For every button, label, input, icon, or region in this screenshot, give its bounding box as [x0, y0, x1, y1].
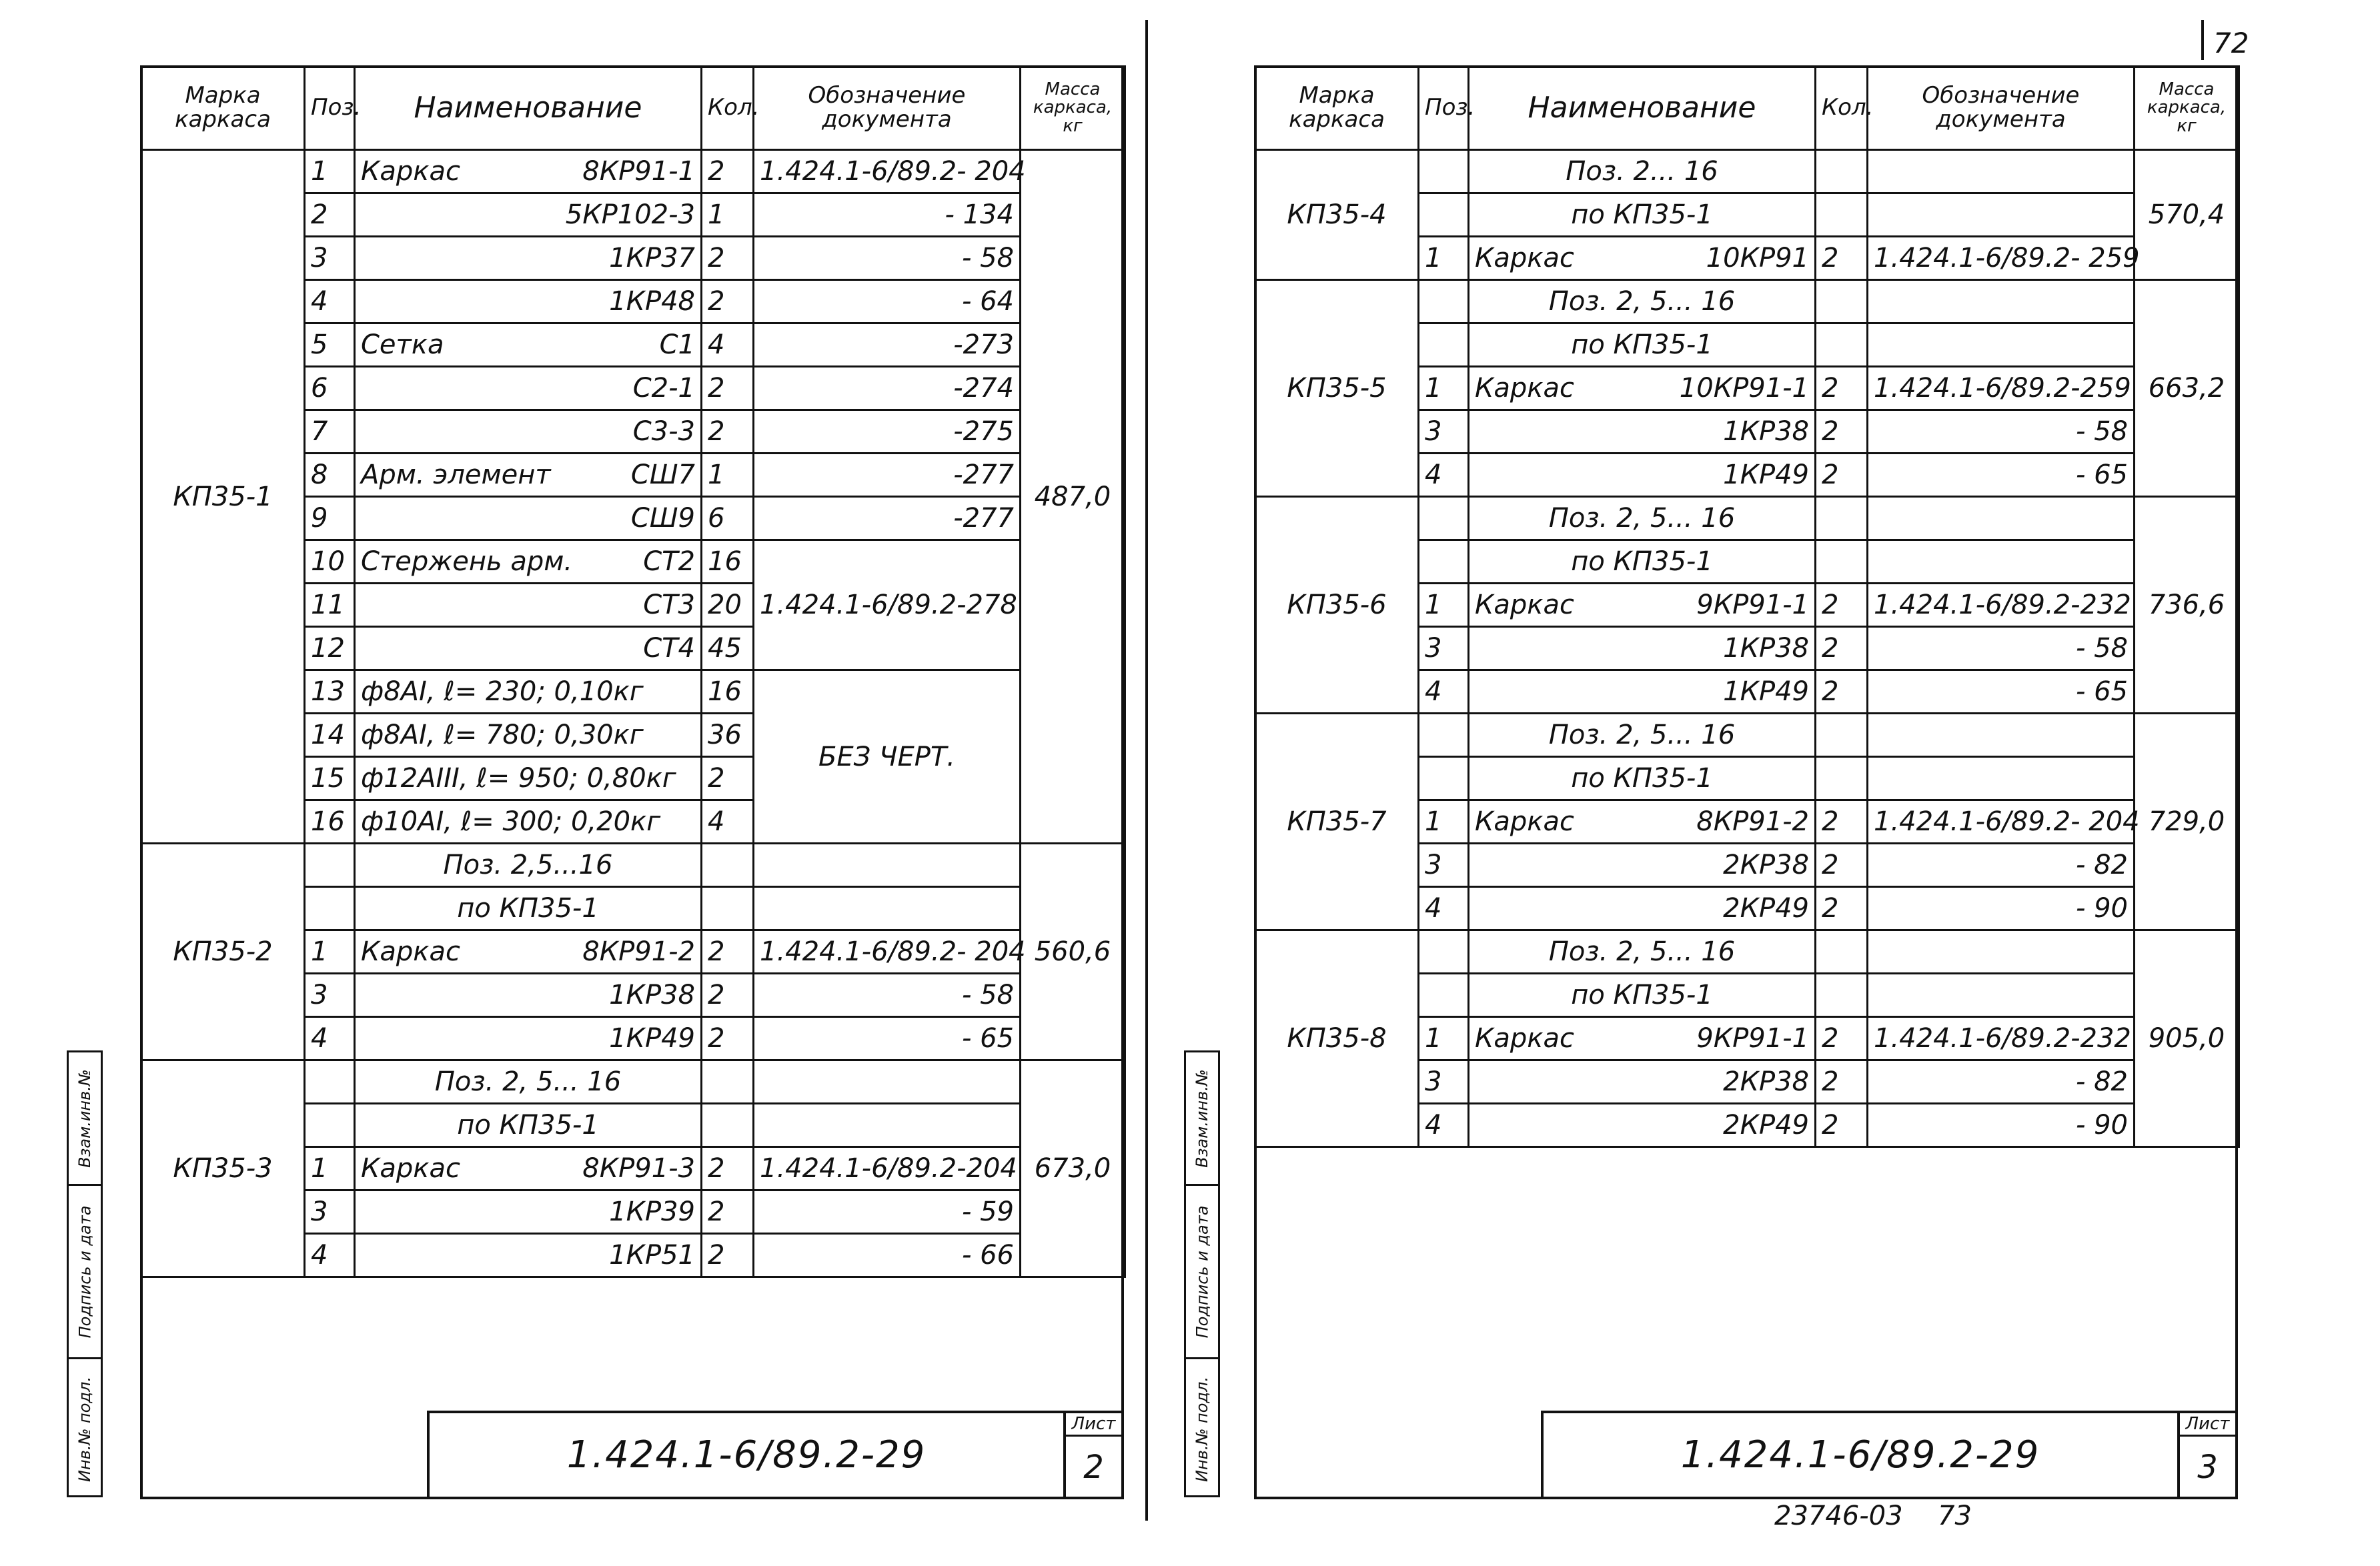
position-cell	[305, 887, 355, 930]
position-cell: 10	[305, 540, 355, 584]
quantity-cell: 2	[702, 280, 754, 323]
header-row	[1255, 67, 2239, 150]
item-code: СТ4	[643, 633, 695, 664]
item-code: 1КР38	[1723, 633, 1809, 664]
corner-number: 72	[2213, 27, 2249, 59]
name-cell: Поз. 2,5...16	[355, 844, 702, 887]
name-cell: по КП35-1	[355, 1104, 702, 1147]
quantity-cell: 2	[1816, 1060, 1868, 1104]
item-code: 1КР49	[1723, 676, 1809, 707]
header-pos: Поз.	[1419, 67, 1469, 150]
item-code: 10КР91	[1706, 243, 1809, 273]
document-cell	[754, 887, 1021, 930]
position-cell	[305, 844, 355, 887]
document-cell	[1868, 714, 2135, 757]
document-cell	[754, 1104, 1021, 1147]
name-cell: Поз. 2, 5... 16	[1469, 714, 1816, 757]
header-name: Наименование	[355, 67, 702, 150]
position-cell: 5	[305, 323, 355, 367]
name-cell	[355, 540, 702, 584]
name-cell: Поз. 2... 16	[1469, 150, 1816, 193]
table-row	[1255, 497, 2239, 540]
item-name: Каркас	[1475, 590, 1574, 620]
left-side-strip	[67, 1050, 103, 1497]
position-cell	[1419, 974, 1469, 1017]
frame-mark-cell: КП35-7	[1255, 714, 1419, 930]
position-cell: 1	[305, 930, 355, 974]
table-row	[141, 150, 1125, 193]
right-side-strip	[1184, 1050, 1220, 1497]
item-code: 1КР39	[609, 1197, 695, 1227]
name-cell	[355, 410, 702, 454]
position-cell: 7	[305, 410, 355, 454]
document-cell	[1868, 930, 2135, 974]
document-cell: - 59	[754, 1191, 1021, 1234]
item-code: 9КР91-1	[1696, 1023, 1809, 1054]
name-cell: по КП35-1	[1469, 193, 1816, 237]
name-cell: ф8АI, ℓ= 780; 0,30кг	[355, 714, 702, 757]
item-name: Каркас	[1475, 243, 1574, 273]
frame-mark-cell: КП35-3	[141, 1060, 305, 1277]
frame-mark-cell: КП35-2	[141, 844, 305, 1060]
item-code: СШ9	[630, 503, 695, 534]
document-cell: 1.424.1-6/89.2-204	[754, 1147, 1021, 1191]
name-cell	[1469, 454, 1816, 497]
item-code: 10КР91-1	[1679, 373, 1809, 404]
position-cell	[1419, 193, 1469, 237]
quantity-cell	[702, 1104, 754, 1147]
header-mass: Масса каркаса, кг	[2135, 67, 2239, 150]
document-cell: БЕЗ ЧЕРТ.	[754, 670, 1021, 844]
item-code: 8КР91-1	[582, 156, 695, 187]
position-cell: 16	[305, 800, 355, 844]
quantity-cell	[1816, 930, 1868, 974]
name-cell	[1469, 670, 1816, 714]
quantity-cell: 2	[1816, 584, 1868, 627]
position-cell: 1	[305, 150, 355, 193]
name-cell	[355, 280, 702, 323]
item-code: 1КР38	[1723, 416, 1809, 447]
quantity-cell: 36	[702, 714, 754, 757]
item-name: Каркас	[361, 1153, 460, 1184]
left-stamp-code: 1.424.1-6/89.2-29	[566, 1433, 927, 1477]
name-cell	[355, 454, 702, 497]
header-row	[141, 67, 1125, 150]
frame-mark-cell: КП35-6	[1255, 497, 1419, 714]
quantity-cell: 2	[1816, 367, 1868, 410]
document-cell: - 82	[1868, 844, 2135, 887]
right-title-block	[1541, 1411, 2238, 1499]
position-cell: 3	[305, 974, 355, 1017]
name-cell	[355, 497, 702, 540]
document-cell: - 90	[1868, 1104, 2135, 1147]
name-cell	[1469, 367, 1816, 410]
corner-mark	[2201, 20, 2204, 60]
quantity-cell: 4	[702, 800, 754, 844]
item-code: С1	[659, 329, 695, 360]
quantity-cell: 1	[702, 193, 754, 237]
item-name: Стержень арм.	[361, 546, 573, 577]
right-sheet-label: Лист	[2180, 1413, 2235, 1437]
frame-mark-cell: КП35-1	[141, 150, 305, 844]
item-code: 5КР102-3	[565, 199, 695, 230]
name-cell	[355, 237, 702, 280]
item-name: Арм. элемент	[361, 460, 551, 490]
position-cell: 3	[305, 237, 355, 280]
frame-mark-cell: КП35-8	[1255, 930, 1419, 1147]
document-cell: - 65	[1868, 454, 2135, 497]
document-cell: -277	[754, 454, 1021, 497]
position-cell: 15	[305, 757, 355, 800]
name-cell	[1469, 1060, 1816, 1104]
document-cell	[1868, 540, 2135, 584]
item-code: 1КР49	[1723, 460, 1809, 490]
right-stamp-sheet	[2177, 1413, 2235, 1497]
item-code: 1КР38	[609, 980, 695, 1010]
position-cell	[1419, 540, 1469, 584]
side-cell-podpis: Подпись и дата	[69, 1186, 101, 1359]
name-cell	[1469, 584, 1816, 627]
left-sheet-number: 2	[1083, 1448, 1104, 1486]
position-cell	[305, 1060, 355, 1104]
quantity-cell	[702, 1060, 754, 1104]
position-cell: 3	[305, 1191, 355, 1234]
name-cell: по КП35-1	[1469, 757, 1816, 800]
header-qty: Кол.	[1816, 67, 1868, 150]
name-cell	[355, 193, 702, 237]
document-cell: - 134	[754, 193, 1021, 237]
quantity-cell: 2	[1816, 800, 1868, 844]
position-cell	[1419, 150, 1469, 193]
document-cell	[1868, 280, 2135, 323]
frame-mass-cell: 560,6	[1021, 844, 1125, 1060]
quantity-cell: 2	[702, 1191, 754, 1234]
right-stamp-code: 1.424.1-6/89.2-29	[1680, 1433, 2040, 1477]
name-cell	[355, 150, 702, 193]
quantity-cell	[1816, 497, 1868, 540]
frame-mass-cell: 663,2	[2135, 280, 2239, 497]
document-cell	[754, 844, 1021, 887]
position-cell: 1	[1419, 800, 1469, 844]
item-code: 1КР51	[609, 1240, 695, 1271]
quantity-cell: 2	[1816, 454, 1868, 497]
position-cell: 9	[305, 497, 355, 540]
name-cell: Поз. 2, 5... 16	[355, 1060, 702, 1104]
header-mass: Масса каркаса, кг	[1021, 67, 1125, 150]
position-cell: 11	[305, 584, 355, 627]
document-cell: 1.424.1-6/89.2-259	[1868, 367, 2135, 410]
quantity-cell: 2	[702, 410, 754, 454]
frame-mass-cell: 673,0	[1021, 1060, 1125, 1277]
item-code: 8КР91-2	[582, 936, 695, 967]
document-cell: -273	[754, 323, 1021, 367]
position-cell	[1419, 323, 1469, 367]
quantity-cell: 2	[1816, 844, 1868, 887]
position-cell: 1	[1419, 237, 1469, 280]
right-spec-table	[1254, 65, 2240, 1148]
name-cell: Поз. 2, 5... 16	[1469, 497, 1816, 540]
name-cell	[1469, 887, 1816, 930]
quantity-cell: 1	[702, 454, 754, 497]
item-code: 1КР49	[609, 1023, 695, 1054]
name-cell: по КП35-1	[1469, 974, 1816, 1017]
position-cell: 4	[305, 280, 355, 323]
position-cell: 3	[1419, 410, 1469, 454]
item-code: 2КР38	[1723, 850, 1809, 880]
quantity-cell: 2	[702, 1017, 754, 1060]
item-code: СШ7	[630, 460, 695, 490]
document-cell: 1.424.1-6/89.2- 204	[754, 150, 1021, 193]
frame-mark-cell: КП35-4	[1255, 150, 1419, 280]
quantity-cell: 2	[702, 1234, 754, 1277]
frame-mass-cell: 905,0	[2135, 930, 2239, 1147]
name-cell: ф12АIII, ℓ= 950; 0,80кг	[355, 757, 702, 800]
quantity-cell: 2	[1816, 670, 1868, 714]
quantity-cell	[702, 844, 754, 887]
footer-archive: 23746-03	[1774, 1501, 1903, 1531]
header-mark: Марка каркаса	[141, 67, 305, 150]
footer-page: 73	[1938, 1501, 1972, 1531]
name-cell	[355, 323, 702, 367]
quantity-cell: 16	[702, 670, 754, 714]
position-cell: 1	[305, 1147, 355, 1191]
document-cell: 1.424.1-6/89.2-232	[1868, 1017, 2135, 1060]
name-cell	[355, 1191, 702, 1234]
position-cell: 4	[1419, 887, 1469, 930]
item-code: С2-1	[632, 373, 695, 404]
document-cell: -275	[754, 410, 1021, 454]
item-code: 1КР37	[609, 243, 695, 273]
quantity-cell	[1816, 540, 1868, 584]
name-cell	[355, 930, 702, 974]
quantity-cell: 2	[702, 1147, 754, 1191]
quantity-cell: 2	[1816, 887, 1868, 930]
item-code: 8КР91-2	[1696, 806, 1809, 837]
name-cell	[1469, 237, 1816, 280]
table-row	[141, 844, 1125, 887]
name-cell	[355, 1147, 702, 1191]
left-title-block	[427, 1411, 1124, 1499]
document-cell: - 58	[1868, 410, 2135, 454]
position-cell	[1419, 930, 1469, 974]
quantity-cell: 2	[1816, 410, 1868, 454]
name-cell: по КП35-1	[1469, 540, 1816, 584]
table-row	[1255, 930, 2239, 974]
document-cell: - 65	[754, 1017, 1021, 1060]
document-cell: -277	[754, 497, 1021, 540]
item-code: 8КР91-3	[582, 1153, 695, 1184]
item-code: 9КР91-1	[1696, 590, 1809, 620]
table-row	[1255, 150, 2239, 193]
item-name: Каркас	[361, 156, 460, 187]
position-cell: 1	[1419, 1017, 1469, 1060]
document-cell: -274	[754, 367, 1021, 410]
document-cell: 1.424.1-6/89.2-232	[1868, 584, 2135, 627]
document-cell	[1868, 193, 2135, 237]
position-cell	[1419, 714, 1469, 757]
name-cell: ф10АI, ℓ= 300; 0,20кг	[355, 800, 702, 844]
quantity-cell: 45	[702, 627, 754, 670]
document-cell: - 58	[754, 237, 1021, 280]
item-code: СТ2	[643, 546, 695, 577]
position-cell: 1	[1419, 584, 1469, 627]
document-cell: - 66	[754, 1234, 1021, 1277]
header-qty: Кол.	[702, 67, 754, 150]
position-cell: 4	[1419, 1104, 1469, 1147]
quantity-cell	[1816, 323, 1868, 367]
quantity-cell	[1816, 714, 1868, 757]
position-cell: 13	[305, 670, 355, 714]
position-cell: 14	[305, 714, 355, 757]
table-row	[1255, 714, 2239, 757]
header-pos: Поз.	[305, 67, 355, 150]
document-cell: 1.424.1-6/89.2-278	[754, 540, 1021, 670]
position-cell: 4	[305, 1017, 355, 1060]
header-doc: Обозначение документа	[754, 67, 1021, 150]
name-cell	[355, 1234, 702, 1277]
name-cell	[355, 367, 702, 410]
position-cell	[1419, 757, 1469, 800]
item-name: Сетка	[361, 329, 444, 360]
frame-mark-cell: КП35-5	[1255, 280, 1419, 497]
item-code: 2КР49	[1723, 1110, 1809, 1140]
item-code: С3-3	[632, 416, 695, 447]
left-stamp-sheet	[1063, 1413, 1121, 1497]
side-cell-inv: Инв.№ подл.	[75, 1377, 95, 1482]
quantity-cell: 2	[702, 150, 754, 193]
quantity-cell	[702, 887, 754, 930]
left-sheet-label: Лист	[1066, 1413, 1121, 1437]
frame-mass-cell: 487,0	[1021, 150, 1125, 844]
frame-mass-cell: 736,6	[2135, 497, 2239, 714]
name-cell	[1469, 800, 1816, 844]
quantity-cell: 2	[702, 237, 754, 280]
name-cell	[1469, 1017, 1816, 1060]
name-cell: по КП35-1	[355, 887, 702, 930]
header-name: Наименование	[1469, 67, 1816, 150]
item-name: Каркас	[1475, 806, 1574, 837]
quantity-cell: 2	[1816, 627, 1868, 670]
quantity-cell: 20	[702, 584, 754, 627]
quantity-cell: 2	[702, 757, 754, 800]
item-code: 2КР38	[1723, 1066, 1809, 1097]
table-row	[141, 1060, 1125, 1104]
quantity-cell: 4	[702, 323, 754, 367]
side-cell-inv-r: Инв.№ подл.	[1193, 1377, 1212, 1482]
document-cell: - 65	[1868, 670, 2135, 714]
document-cell: - 58	[1868, 627, 2135, 670]
quantity-cell	[1816, 757, 1868, 800]
quantity-cell: 16	[702, 540, 754, 584]
name-cell	[355, 584, 702, 627]
name-cell	[355, 627, 702, 670]
name-cell: по КП35-1	[1469, 323, 1816, 367]
name-cell	[1469, 844, 1816, 887]
position-cell: 2	[305, 193, 355, 237]
quantity-cell	[1816, 280, 1868, 323]
quantity-cell	[1816, 150, 1868, 193]
document-cell	[1868, 323, 2135, 367]
document-cell	[1868, 497, 2135, 540]
document-cell: - 90	[1868, 887, 2135, 930]
document-cell	[1868, 757, 2135, 800]
name-cell	[355, 974, 702, 1017]
name-cell	[1469, 1104, 1816, 1147]
position-cell: 4	[305, 1234, 355, 1277]
frame-mass-cell: 729,0	[2135, 714, 2239, 930]
document-cell	[754, 1060, 1021, 1104]
position-cell	[305, 1104, 355, 1147]
position-cell: 3	[1419, 844, 1469, 887]
side-cell-podpis-r: Подпись и дата	[1186, 1186, 1218, 1359]
document-cell: - 58	[754, 974, 1021, 1017]
position-cell: 12	[305, 627, 355, 670]
header-doc: Обозначение документа	[1868, 67, 2135, 150]
side-cell-vzam-r: Взам.инв.№	[1186, 1052, 1218, 1186]
document-cell	[1868, 974, 2135, 1017]
right-sheet-number: 3	[2197, 1448, 2218, 1486]
side-cell-vzam: Взам.инв.№	[69, 1052, 101, 1186]
quantity-cell	[1816, 193, 1868, 237]
position-cell: 3	[1419, 627, 1469, 670]
item-name: Каркас	[1475, 1023, 1574, 1054]
position-cell: 8	[305, 454, 355, 497]
document-cell: 1.424.1-6/89.2- 259	[1868, 237, 2135, 280]
table-row	[1255, 280, 2239, 323]
item-name: Каркас	[361, 936, 460, 967]
name-cell	[1469, 627, 1816, 670]
position-cell	[1419, 280, 1469, 323]
document-cell: - 64	[754, 280, 1021, 323]
quantity-cell: 2	[1816, 1017, 1868, 1060]
header-mark: Марка каркаса	[1255, 67, 1419, 150]
sheet-separator	[1145, 20, 1148, 1521]
document-cell: 1.424.1-6/89.2- 204	[754, 930, 1021, 974]
position-cell	[1419, 497, 1469, 540]
item-name: Каркас	[1475, 373, 1574, 404]
name-cell	[1469, 410, 1816, 454]
name-cell: ф8АI, ℓ= 230; 0,10кг	[355, 670, 702, 714]
position-cell: 3	[1419, 1060, 1469, 1104]
position-cell: 1	[1419, 367, 1469, 410]
position-cell: 4	[1419, 670, 1469, 714]
position-cell: 4	[1419, 454, 1469, 497]
position-cell: 6	[305, 367, 355, 410]
quantity-cell: 2	[702, 930, 754, 974]
item-code: СТ3	[643, 590, 695, 620]
name-cell: Поз. 2, 5... 16	[1469, 930, 1816, 974]
item-code: 2КР49	[1723, 893, 1809, 924]
quantity-cell	[1816, 974, 1868, 1017]
left-spec-table	[140, 65, 1126, 1278]
name-cell	[355, 1017, 702, 1060]
document-cell	[1868, 150, 2135, 193]
quantity-cell: 2	[1816, 1104, 1868, 1147]
frame-mass-cell: 570,4	[2135, 150, 2239, 280]
quantity-cell: 2	[702, 974, 754, 1017]
quantity-cell: 6	[702, 497, 754, 540]
quantity-cell: 2	[1816, 237, 1868, 280]
quantity-cell: 2	[702, 367, 754, 410]
document-cell: - 82	[1868, 1060, 2135, 1104]
name-cell: Поз. 2, 5... 16	[1469, 280, 1816, 323]
item-code: 1КР48	[609, 286, 695, 317]
document-cell: 1.424.1-6/89.2- 204	[1868, 800, 2135, 844]
